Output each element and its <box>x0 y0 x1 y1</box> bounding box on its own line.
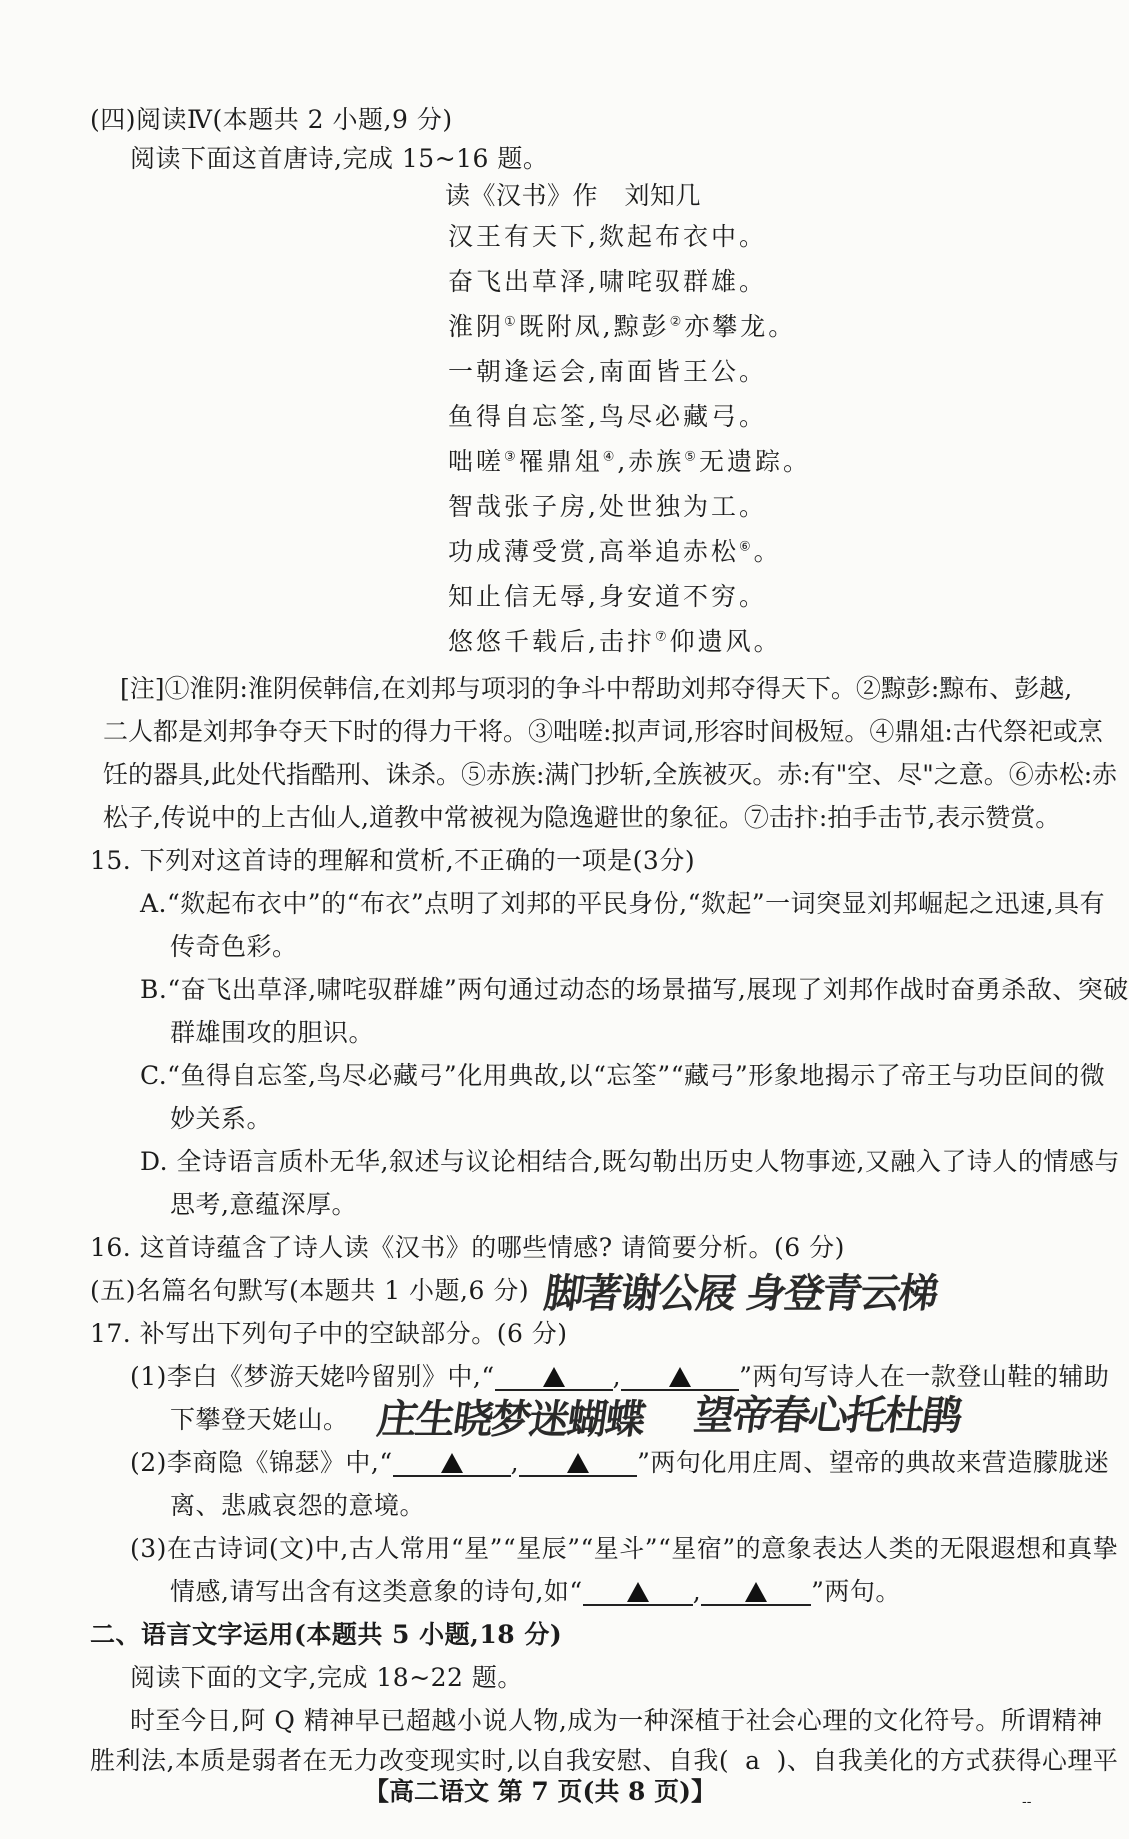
prompt-text: (1)李白《梦游天姥吟留别》中,“ <box>130 1362 495 1391</box>
triangle-marker-icon <box>627 1582 649 1602</box>
blank-label-a: a <box>745 1746 761 1775</box>
note-marker: ⑥ <box>738 539 754 555</box>
handwritten-answer-1: 脚著谢公屐 身登青云梯 <box>541 1271 940 1317</box>
option-C-cont: 妙关系。 <box>170 1104 273 1133</box>
poem-text: 。 <box>753 537 782 566</box>
poem-line: 智哉张子房,处世独为工。 <box>448 492 767 521</box>
option-B-cont: 群雄围攻的胆识。 <box>170 1018 375 1047</box>
poem-line: 一朝逢运会,南面皆王公。 <box>448 357 767 386</box>
section-heading-4: (四)阅读Ⅳ(本题共 2 小题,9 分) <box>90 105 453 134</box>
q17-part1-cont: 下攀登天姥山。 <box>170 1405 349 1434</box>
poem-note: 二人都是刘邦争夺天下时的得力干将。③咄嗟:拟声词,形容时间极短。④鼎俎:古代祭祀或烹 <box>103 717 1103 746</box>
poem-text: 淮阴 <box>448 312 505 341</box>
poem-text: ,赤族 <box>617 447 685 476</box>
prompt-text: 情感,请写出含有这类意象的诗句,如“ <box>170 1577 583 1606</box>
prompt-text: ”两句化用庄周、望帝的典故来营造朦胧迷 <box>637 1448 1110 1477</box>
prompt-text: ”两句写诗人在一款登山鞋的辅助 <box>739 1362 1110 1391</box>
triangle-marker-icon <box>567 1453 589 1473</box>
note-marker: ① <box>504 314 519 330</box>
poem-text: 功成薄受赏,高举追赤松 <box>448 537 739 566</box>
passage-text: )、自我美化的方式获得心理平 <box>776 1746 1119 1775</box>
q17-part3-cont <box>170 1576 901 1608</box>
passage-text: 胜利法,本质是弱者在无力改变现实时,以自我安慰、自我( <box>90 1746 730 1775</box>
answer-blank[interactable] <box>519 1447 637 1477</box>
question-15-stem: 15. 下列对这首诗的理解和赏析,不正确的一项是(3分) <box>90 846 696 875</box>
answer-blank[interactable] <box>583 1576 693 1606</box>
poem-line <box>448 446 811 478</box>
answer-blank[interactable] <box>701 1576 811 1606</box>
page-footer: 【高二语文 第 7 页(共 8 页)】 <box>364 1777 716 1806</box>
section-instruction-4: 阅读下面这首唐诗,完成 15~16 题。 <box>130 144 549 173</box>
triangle-marker-icon <box>543 1367 565 1387</box>
poem-text: 罹鼎俎 <box>518 447 603 476</box>
q17-part3: (3)在古诗词(文)中,古人常用“星”“星辰”“星斗”“星宿”的意象表达人类的无限遐想和真挚 <box>130 1534 1119 1563</box>
note-marker: ② <box>669 314 685 330</box>
answer-blank[interactable] <box>495 1361 613 1391</box>
poem-line <box>448 536 782 568</box>
question-16-stem: 16. 这首诗蕴含了诗人读《汉书》的哪些情感? 请简要分析。(6 分) <box>90 1233 845 1262</box>
poem-line <box>448 311 796 343</box>
poem-line: 鱼得自忘筌,鸟尽必藏弓。 <box>448 402 767 431</box>
question-17-stem: 17. 补写出下列句子中的空缺部分。(6 分) <box>90 1319 568 1348</box>
poem-line: 汉王有天下,欻起布衣中。 <box>448 222 767 251</box>
poem-line: 知止信无辱,身安道不穷。 <box>448 582 767 611</box>
poem-text: 亦攀龙。 <box>684 312 797 341</box>
poem-line: 奋飞出草泽,啸咤驭群雄。 <box>448 267 767 296</box>
poem-note: 松子,传说中的上古仙人,道教中常被视为隐逸避世的象征。⑦击抃:拍手击节,表示赞赏。 <box>103 803 1061 832</box>
comma: , <box>692 1577 702 1606</box>
note-marker: ④ <box>602 449 618 465</box>
option-B: B.“奋飞出草泽,啸咤驭群雄”两句通过动态的场景描写,展现了刘邦作战时奋勇杀敌、突破 <box>140 975 1129 1004</box>
part2-heading: 二、语言文字运用(本题共 5 小题,18 分) <box>90 1620 563 1649</box>
option-A: A.“欻起布衣中”的“布衣”点明了刘邦的平民身份,“欻起”一词突显刘邦崛起之迅速,具有 <box>140 889 1106 918</box>
section-heading-5: (五)名篇名句默写(本题共 1 小题,6 分) <box>90 1276 530 1305</box>
prompt-text: ”两句。 <box>811 1577 901 1606</box>
prompt-text: (2)李商隐《锦瑟》中,“ <box>130 1448 393 1477</box>
option-A-cont: 传奇色彩。 <box>170 932 298 961</box>
passage-line: 时至今日,阿 Q 精神早已超越小说人物,成为一种深植于社会心理的文化符号。所谓精神 <box>130 1706 1103 1735</box>
triangle-marker-icon <box>745 1582 767 1602</box>
poem-title: 读《汉书》 <box>445 181 573 210</box>
poem-title-line <box>445 180 701 212</box>
poem-author: 刘知几 <box>624 181 701 210</box>
comma: , <box>612 1362 622 1391</box>
poem-note: [注]①淮阴:淮阴侯韩信,在刘邦与项羽的争斗中帮助刘邦夺得天下。②黥彭:黥布、彭越, <box>120 674 1073 703</box>
triangle-marker-icon <box>669 1367 691 1387</box>
option-C: C.“鱼得自忘筌,鸟尽必藏弓”化用典故,以“忘筌”“藏弓”形象地揭示了帝王与功臣间的微 <box>140 1061 1106 1090</box>
note-marker: ③ <box>504 449 519 465</box>
answer-blank[interactable] <box>393 1447 511 1477</box>
option-D-cont: 思考,意蕴深厚。 <box>170 1190 357 1219</box>
q17-part2 <box>130 1447 1109 1479</box>
poem-text: 悠悠千载后,击抃 <box>448 627 655 656</box>
note-marker: ⑤ <box>684 449 699 465</box>
poem-author-label: 作 <box>572 181 599 210</box>
poem-text: 仰遗风。 <box>669 627 782 656</box>
option-D: D. 全诗语言质朴无华,叙述与议论相结合,既勾勒出历史人物事迹,又融入了诗人的情感与 <box>140 1147 1120 1176</box>
corner-dash: -- <box>1022 1794 1032 1810</box>
poem-line <box>448 626 782 658</box>
triangle-marker-icon <box>441 1453 463 1473</box>
poem-text: 既附凤,黥彭 <box>518 312 670 341</box>
comma: , <box>510 1448 520 1477</box>
handwritten-answer-2: 庄生晓梦迷蝴蝶 <box>374 1397 647 1443</box>
part2-instruction: 阅读下面的文字,完成 18~22 题。 <box>130 1663 523 1692</box>
note-marker: ⑦ <box>654 629 670 645</box>
poem-text: 无遗踪。 <box>698 447 811 476</box>
handwritten-answer-3: 望帝春心托杜鹃 <box>691 1393 964 1439</box>
poem-text: 咄嗟 <box>448 447 505 476</box>
q17-part2-cont: 离、悲戚哀怨的意境。 <box>170 1491 426 1520</box>
poem-note: 饪的器具,此处代指酷刑、诛杀。⑤赤族:满门抄斩,全族被灭。赤:有"空、尽"之意。⑥赤松:赤 <box>103 760 1118 789</box>
